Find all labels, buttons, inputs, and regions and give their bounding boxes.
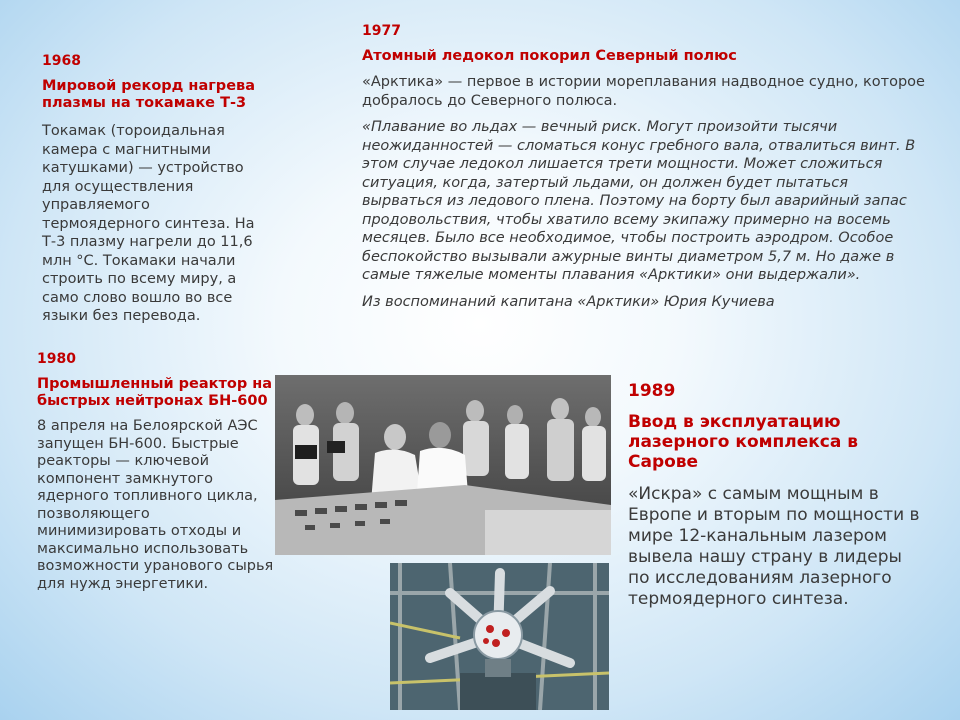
year-1968: 1968 xyxy=(42,53,81,69)
text-1989: «Искра» с самым мощным в Европе и вторым по мощности в мире 12-канальным лазером вывела нашу страну в лидеры по исследованиям лазерного термоядерного синтеза. xyxy=(628,484,920,609)
year-1980: 1980 xyxy=(37,351,76,367)
quote-1977: «Плавание во льдах — вечный риск. Могут произойти тысячи неожиданностей — сломаться конус гребного вала, отвалиться винт. В этом случае ледокол лишается трети мощности. Может сложиться ситуация, когда, затертый льдами, он должен будет пытаться вырваться из ледового плена. Поэтому на борту был аварийный запас продовольствия, чтобы хватило всему экипажу примерно на восемь месяцев. Было все необходимое, чтобы построить аэродром. Особое беспокойство вызывали ажурные винты диаметром 5,7 м. Но даже в самые тяжелые моменты плавания «Арктики» они выдержали». xyxy=(362,119,916,283)
iskra-laser-photo xyxy=(390,563,609,710)
title-1989: Ввод в эксплуатацию лазерного комплекса в Сарове xyxy=(628,412,859,472)
text-1977: «Арктика» — первое в истории мореплавания надводное судно, которое добралось до Северного полюса. xyxy=(362,74,925,109)
text-1968: Токамак (тороидальная камера с магнитными катушками) — устройство для осуществления управляемого термоядерного синтеза. На Т-3 плазму нагрели до 11,6 млн °С. Токамаки начали строить по всему миру, а само слово вошло во все языки без перевода. xyxy=(42,123,255,324)
text-1980: 8 апреля на Белоярской АЭС запущен БН-600. Быстрые реакторы — ключевой компонент замкнутого ядерного топливного цикла, позволяющего минимизировать отходы и максимально использовать возможности уранового сырья для нужд энергетики. xyxy=(37,418,274,592)
year-1977: 1977 xyxy=(362,23,401,39)
reactor-control-room-photo xyxy=(275,375,611,555)
block-1980 xyxy=(37,350,275,593)
title-1980: Промышленный реактор на быстрых нейтронах БН-600 xyxy=(37,376,273,409)
quote-source-1977: Из воспоминаний капитана «Арктики» Юрия Кучиева xyxy=(362,293,775,310)
block-1989 xyxy=(628,380,928,610)
year-1989: 1989 xyxy=(628,381,676,401)
title-1968: Мировой рекорд нагрева плазмы на токамаке Т-3 xyxy=(42,78,255,111)
block-1977 xyxy=(362,22,932,311)
block-1968 xyxy=(42,52,267,326)
title-1977: Атомный ледокол покорил Северный полюс xyxy=(362,48,737,64)
